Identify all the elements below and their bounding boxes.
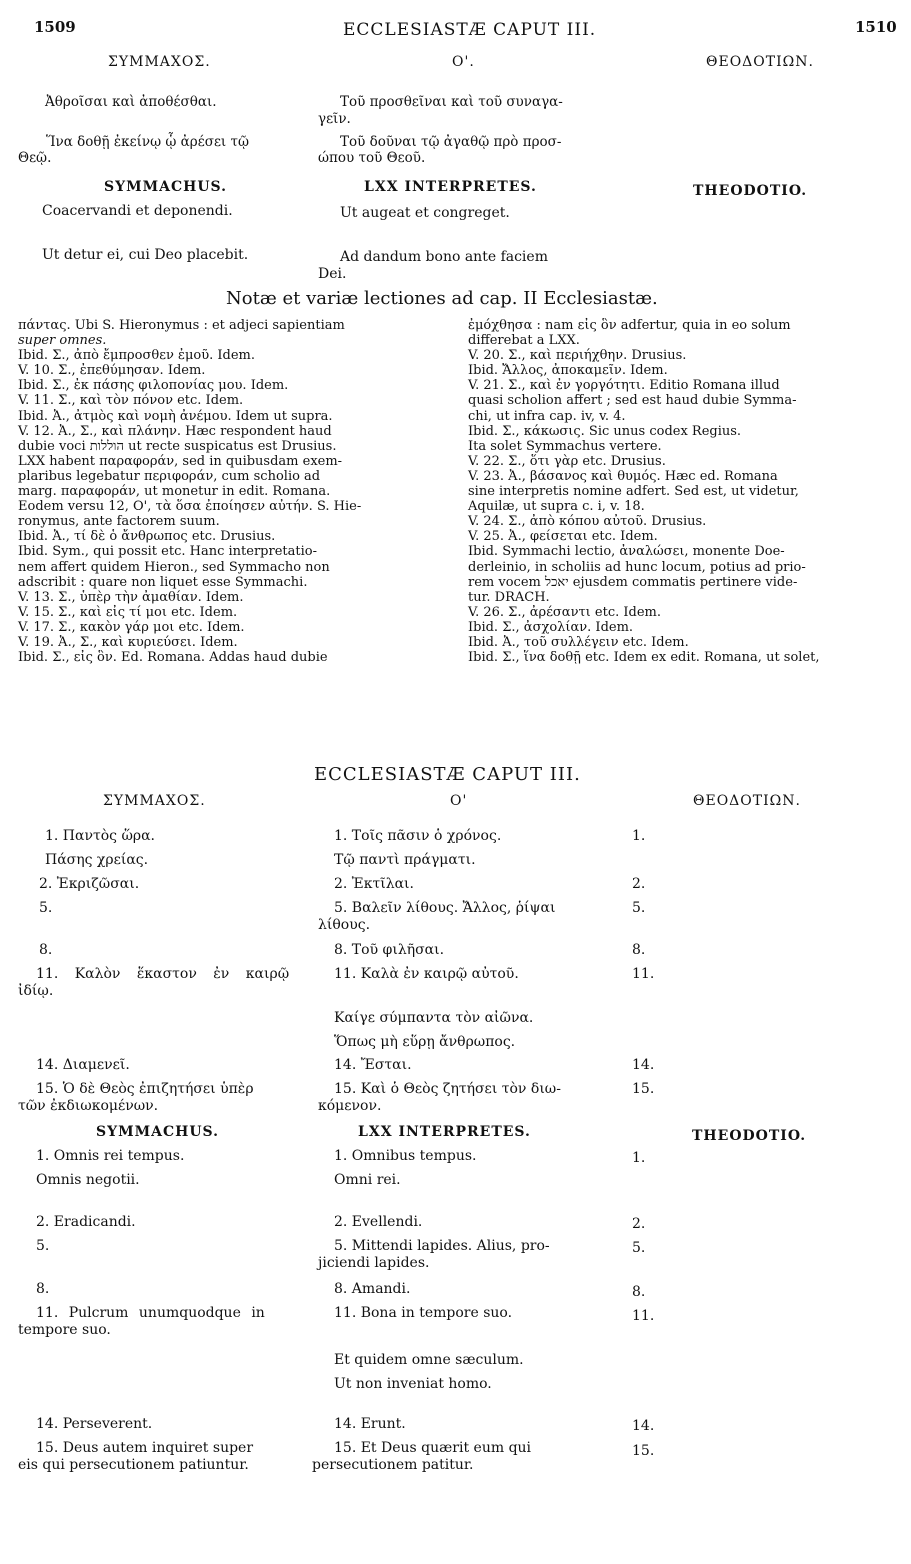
notes-left-column	[18, 318, 450, 665]
verse-line: 8. Amandi.	[334, 1281, 411, 1297]
heading-symmachus-latin-top: SYMMACHUS.	[104, 179, 228, 195]
verse-line: Πάσης χρείας.	[45, 852, 149, 868]
verse-line: 2. Ἐκτῖλαι.	[334, 876, 415, 892]
verse-number: 2.	[632, 876, 646, 892]
note-line: nem affert quidem Hieron., sed Symmacho non	[18, 559, 330, 575]
note-line: Ibid. Σ., ἀσχολίαν. Idem.	[468, 619, 634, 635]
note-line: Ibid. Sym., qui possit etc. Hanc interpretatio-	[18, 544, 317, 560]
verse-number: 8.	[632, 942, 646, 958]
verse-line: ἰδίῳ.	[18, 983, 54, 999]
verse-line: 14. Ἔσται.	[334, 1057, 412, 1073]
verse-number: 5.	[632, 1240, 646, 1256]
verse-line: Καίγε σύμπαντα τὸν αἰῶνα.	[334, 1010, 534, 1026]
verse-line: 14. Erunt.	[334, 1416, 406, 1432]
note-line: V. 22. Σ., ὅτι γὰρ etc. Drusius.	[468, 453, 666, 469]
note-line: plaribus legebatur περιφοράν, cum scholio ad	[18, 468, 321, 484]
verse-number: 14.	[632, 1057, 655, 1073]
heading-symmachus-greek: ΣΥΜΜΑΧΟΣ.	[103, 793, 206, 809]
notes-title: Notæ et variæ lectiones ad cap. II Ecclesiastæ.	[226, 288, 658, 309]
heading-theodotio-latin-top: THEODOTIO.	[693, 183, 808, 199]
text-line: Θεῷ.	[18, 150, 52, 166]
verse-number: 14.	[632, 1418, 655, 1434]
note-line: chi, ut infra cap. iv, v. 4.	[468, 408, 626, 424]
note-line: Ita solet Symmachus vertere.	[468, 438, 662, 454]
verse-number: 1.	[632, 828, 646, 844]
verse-number: 8.	[632, 1284, 646, 1300]
note-line: V. 10. Σ., ἐπεθύμησαν. Idem.	[18, 363, 206, 379]
verse-line: 11. Καλὰ ἐν καιρῷ αὐτοῦ.	[334, 966, 519, 982]
verse-number: 5.	[632, 900, 646, 916]
verse-line: τῶν ἐκδιωκομένων.	[18, 1098, 159, 1114]
verse-line: tempore suo.	[18, 1322, 111, 1338]
verse-line: 2. Evellendi.	[334, 1214, 423, 1230]
verse-number: 11.	[632, 966, 655, 982]
verse-line: 2. Ἐκριζῶσαι.	[39, 876, 140, 892]
note-line: V. 26. Σ., ἀρέσαντι etc. Idem.	[468, 604, 661, 620]
verse-number: 15.	[632, 1443, 655, 1459]
verse-number: 1.	[632, 1150, 646, 1166]
note-line: LXX habent παραφοράν, sed in quibusdam exem-	[18, 453, 343, 469]
note-line: Ibid. Ἄλλος, ἀποκαμεῖν. Idem.	[468, 363, 668, 379]
verse-line: 14. Perseverent.	[36, 1416, 153, 1432]
note-line: adscribit : quare non liquet esse Symmachi.	[18, 574, 308, 590]
verse-line: 5. Βαλεῖν λίθους. Ἄλλος, ῥίψαι	[334, 900, 556, 916]
text-line: Dei.	[318, 266, 347, 282]
verse-line: jiciendi lapides.	[318, 1255, 430, 1271]
note-line: Ibid. Σ., ἐκ πάσης φιλοπονίας μου. Idem.	[18, 378, 289, 394]
note-line: V. 21. Σ., καὶ ἐν γοργότητι. Editio Romana illud	[468, 378, 780, 394]
verse-line: 11. Bona in tempore suo.	[334, 1305, 513, 1321]
verse-line: 2. Eradicandi.	[36, 1214, 136, 1230]
note-line: V. 25. Ἀ., φείσεται etc. Idem.	[468, 529, 658, 545]
note-line: rem vocem יאכל ejusdem commatis pertinere vide-	[468, 574, 798, 590]
text-line: Ut augeat et congreget.	[340, 205, 510, 221]
verse-line: 15. Et Deus quærit eum qui	[334, 1440, 532, 1456]
heading-lxx-greek-top: Ο'.	[452, 54, 475, 70]
text-line: Τοῦ δοῦναι τῷ ἀγαθῷ πρὸ προσ-	[340, 134, 562, 150]
chapter-title: ECCLESIASTÆ CAPUT III.	[314, 764, 581, 785]
heading-symmachus-latin: SYMMACHUS.	[96, 1124, 220, 1140]
verse-line: Omnis negotii.	[36, 1172, 140, 1188]
verse-line: 1. Omnis rei tempus.	[36, 1148, 185, 1164]
note-line: Aquilæ, ut supra c. i, v. 18.	[468, 499, 645, 515]
verse-line: Ut non inveniat homo.	[334, 1376, 492, 1392]
page-number-left: 1509	[34, 18, 76, 36]
verse-line: 8.	[39, 942, 53, 958]
verse-line: 15. Καὶ ὁ Θεὸς ζητήσει τὸν διω-	[334, 1081, 561, 1097]
note-line: Ibid. Σ., ἀπὸ ἔμπροσθεν ἐμοῦ. Idem.	[18, 348, 256, 364]
heading-lxx-greek: Ο'	[450, 793, 468, 809]
note-line: Ibid. Ἀ., τί δὲ ὁ ἄνθρωπος etc. Drusius.	[18, 529, 276, 545]
verse-line: Τῷ παντὶ πράγματι.	[334, 852, 476, 868]
note-line: ἐμόχθησα : nam εἰς ὃν adfertur, quia in eo solum	[468, 318, 791, 333]
note-line: πάντας. Ubi S. Hieronymus : et adjeci sapientiam	[18, 318, 345, 333]
heading-theodotio-latin: THEODOTIO.	[692, 1128, 807, 1144]
verse-line: Ὅπως μὴ εὕρῃ ἄνθρωπος.	[334, 1034, 516, 1050]
text-line: Ἀθροῖσαι καὶ ἀποθέσθαι.	[45, 94, 217, 110]
note-line: V. 20. Σ., καὶ περιήχθην. Drusius.	[468, 348, 687, 364]
note-line: V. 12. Ἀ., Σ., καὶ πλάνην. Hæc respondent haud	[18, 423, 332, 439]
verse-line: 15. Deus autem inquiret super	[36, 1440, 254, 1456]
verse-line: 8.	[36, 1281, 50, 1297]
note-line: Ibid. Ἀ., ἀτμὸς καὶ νομὴ ἀνέμου. Idem ut supra.	[18, 408, 333, 424]
verse-line: 5.	[39, 900, 53, 916]
note-line: marg. παραφοράν, ut monetur in edit. Romana.	[18, 484, 331, 500]
note-line: V. 24. Σ., ἀπὸ κόπου αὐτοῦ. Drusius.	[468, 514, 707, 530]
verse-number: 15.	[632, 1081, 655, 1097]
verse-line: Et quidem omne sæculum.	[334, 1352, 524, 1368]
note-line: V. 19. Ἀ., Σ., καὶ κυριεύσει. Idem.	[18, 634, 238, 650]
verse-line: 5.	[36, 1238, 50, 1254]
verse-line: 1. Τοῖς πᾶσιν ὁ χρόνος.	[334, 828, 502, 844]
note-line: V. 23. Ἀ., βάσανος καὶ θυμός. Hæc ed. Romana	[468, 468, 778, 484]
note-line: V. 17. Σ., κακὸν γάρ μοι etc. Idem.	[18, 619, 245, 635]
verse-line: 11. Pulcrum unumquodque in	[36, 1305, 265, 1321]
verse-line: λίθους.	[318, 917, 371, 933]
heading-theodotion-greek: ΘΕΟΔΟΤΙΩΝ.	[693, 793, 801, 809]
text-line: γεῖν.	[318, 111, 351, 127]
note-line: derleinio, in scholiis ad hunc locum, potius ad prio-	[468, 559, 806, 575]
verse-number: 11.	[632, 1308, 655, 1324]
note-line: Ibid. Σ., κάκωσις. Sic unus codex Regius.	[468, 423, 742, 439]
note-line: sine interpretis nomine adfert. Sed est, ut videtur,	[468, 484, 799, 500]
verse-line: 14. Διαμενεῖ.	[36, 1057, 130, 1073]
note-line: Ibid. Σ., εἰς ὃν. Ed. Romana. Addas haud dubie	[18, 650, 328, 666]
verse-line: κόμενον.	[318, 1098, 382, 1114]
verse-line: Omni rei.	[334, 1172, 401, 1188]
verse-line: eis qui persecutionem patiuntur.	[18, 1457, 249, 1473]
note-line: Eodem versu 12, Ο', τὰ ὅσα ἐποίησεν αὐτήν. S. Hie-	[18, 499, 362, 515]
note-line: ronymus, ante factorem suum.	[18, 514, 220, 530]
verse-line: persecutionem patitur.	[312, 1457, 474, 1473]
note-line: V. 13. Σ., ὑπὲρ τὴν ἀμαθίαν. Idem.	[18, 589, 244, 605]
note-line: super omnes.	[18, 333, 107, 349]
text-line: Ut detur ei, cui Deo placebit.	[42, 247, 249, 263]
note-line: Ibid. Ἀ., τοῦ συλλέγειν etc. Idem.	[468, 634, 689, 650]
text-line: Ad dandum bono ante faciem	[340, 249, 548, 265]
page-number-right: 1510	[855, 18, 897, 36]
heading-symmachus-greek-top: ΣΥΜΜΑΧΟΣ.	[108, 54, 211, 70]
verse-line: 5. Mittendi lapides. Alius, pro-	[334, 1238, 550, 1254]
note-line: differebat a LXX.	[468, 333, 580, 349]
note-line: V. 11. Σ., καὶ τὸν πόνον etc. Idem.	[18, 393, 244, 409]
heading-lxx-latin: LXX INTERPRETES.	[358, 1124, 531, 1140]
verse-line: 15. Ὁ δὲ Θεὸς ἐπιζητήσει ὑπὲρ	[36, 1081, 254, 1097]
note-line: dubie voci הוללות ut recte suspicatus est Drusius.	[18, 438, 337, 454]
heading-theodotion-greek-top: ΘΕΟΔΟΤΙΩΝ.	[706, 54, 814, 70]
text-line: ώπου τοῦ Θεοῦ.	[318, 150, 426, 166]
note-line: Ibid. Symmachi lectio, ἀναλώσει, monente Doe-	[468, 544, 785, 560]
verse-line: 1. Omnibus tempus.	[334, 1148, 477, 1164]
running-title: ECCLESIASTÆ CAPUT III.	[343, 20, 597, 40]
note-line: Ibid. Σ., ἵνα δοθῇ etc. Idem ex edit. Romana, ut solet,	[468, 650, 820, 666]
text-line: Coacervandi et deponendi.	[42, 203, 233, 219]
verse-line: 11. Καλὸν ἕκαστον ἐν καιρῷ	[36, 966, 290, 982]
note-line: V. 15. Σ., καὶ εἰς τί μοι etc. Idem.	[18, 604, 238, 620]
verse-line: 1. Παντὸς ὥρα.	[45, 828, 155, 844]
text-line: Τοῦ προσθεῖναι καὶ τοῦ συναγα-	[340, 94, 563, 110]
note-line: quasi scholion affert ; sed est haud dubie Symma-	[468, 393, 797, 409]
text-line: Ἵνα δοθῇ ἐκείνῳ ᾧ ἀρέσει τῷ	[46, 134, 249, 150]
verse-number: 2.	[632, 1216, 646, 1232]
notes-right-column	[468, 318, 900, 665]
heading-lxx-latin-top: LXX INTERPRETES.	[364, 179, 537, 195]
note-line: tur. DRACH.	[468, 589, 550, 605]
verse-line: 8. Τοῦ φιλῆσαι.	[334, 942, 445, 958]
